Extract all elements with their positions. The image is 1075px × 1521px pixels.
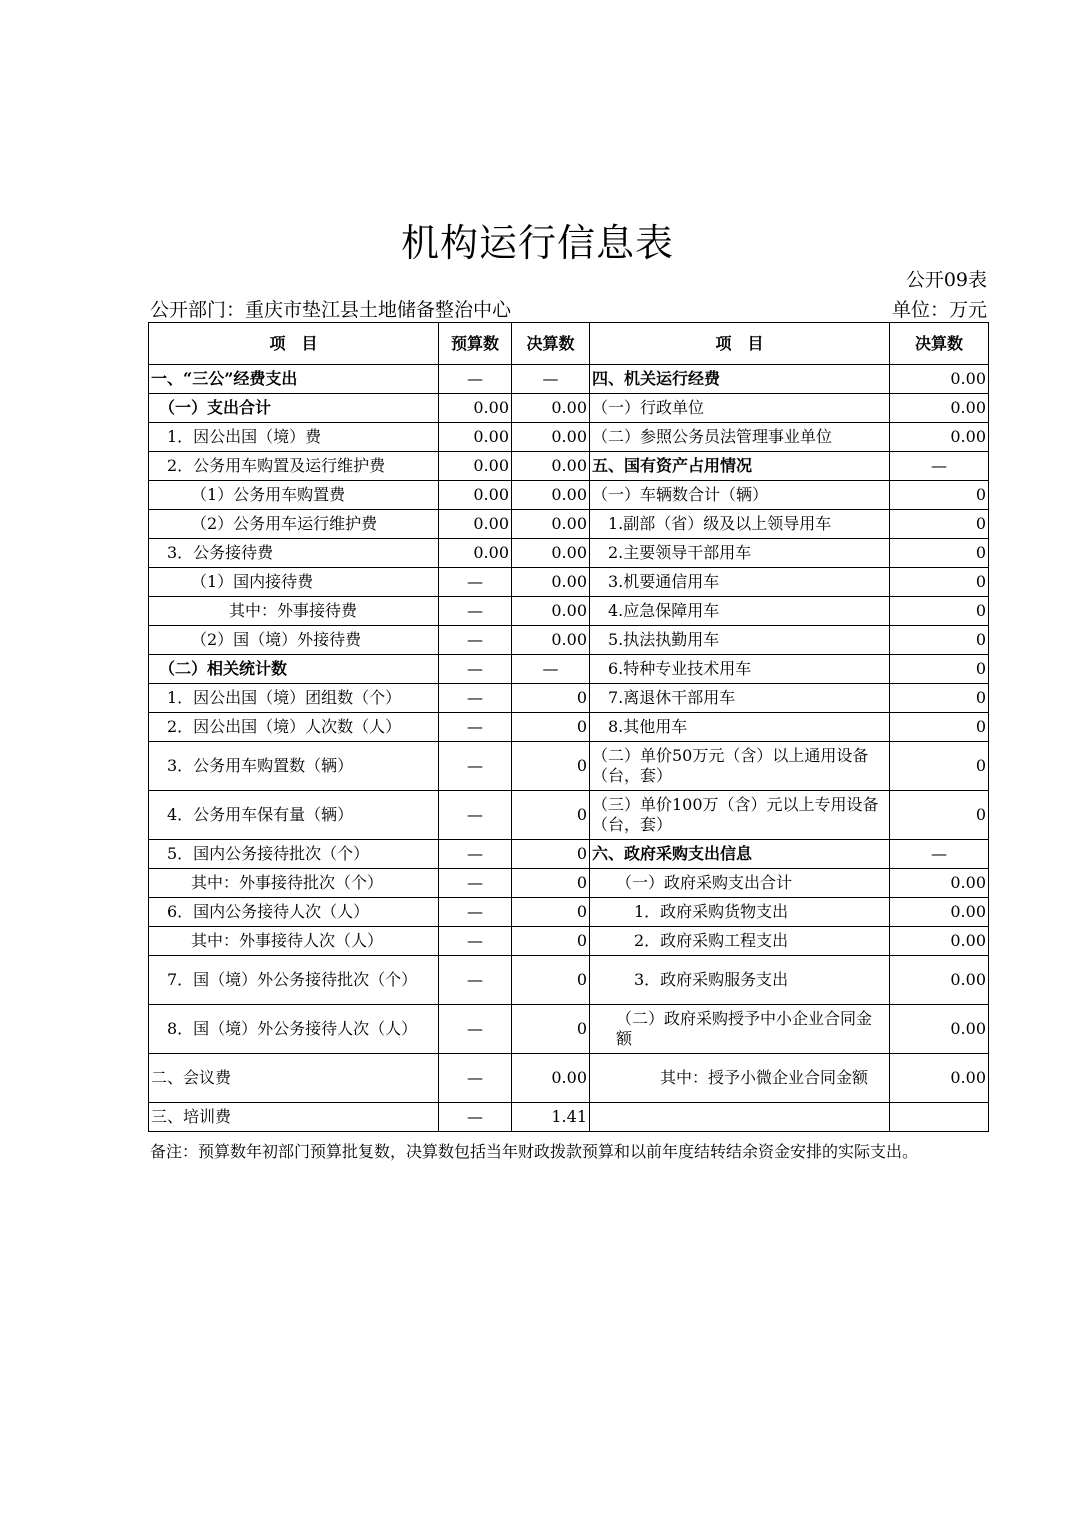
right-item: 7.离退休干部用车 <box>590 684 890 713</box>
left-item: 二、会议费 <box>149 1054 439 1103</box>
table-row <box>149 713 989 742</box>
right-item: 2．政府采购工程支出 <box>590 927 890 956</box>
final-value: — <box>512 365 590 394</box>
budget-value: — <box>439 742 512 791</box>
right-item: 1.副部（省）级及以上领导用车 <box>590 510 890 539</box>
final-value: 0 <box>512 791 590 840</box>
budget-value: — <box>439 365 512 394</box>
budget-value: 0.00 <box>439 539 512 568</box>
budget-value: — <box>439 898 512 927</box>
final-value: 0 <box>512 927 590 956</box>
final-value: 0.00 <box>512 423 590 452</box>
budget-value: 0.00 <box>439 481 512 510</box>
table-row <box>149 898 989 927</box>
right-value: 0.00 <box>890 1054 989 1103</box>
right-item: 其中：授予小微企业合同金额 <box>590 1054 890 1103</box>
right-item: 5.执法执勤用车 <box>590 626 890 655</box>
left-item: 一、“三公”经费支出 <box>149 365 439 394</box>
right-value: 0 <box>890 539 989 568</box>
final-value: 0 <box>512 742 590 791</box>
table-row <box>149 452 989 481</box>
right-item: 4.应急保障用车 <box>590 597 890 626</box>
right-item: 六、政府采购支出信息 <box>590 840 890 869</box>
department-label: 公开部门：重庆市垫江县土地储备整治中心 <box>150 299 512 321</box>
right-value: 0 <box>890 597 989 626</box>
right-value: 0.00 <box>890 927 989 956</box>
left-item: （1）国内接待费 <box>149 568 439 597</box>
budget-value: 0.00 <box>439 452 512 481</box>
final-value: 0 <box>512 869 590 898</box>
budget-value: — <box>439 713 512 742</box>
left-item: （2）国（境）外接待费 <box>149 626 439 655</box>
right-value: 0 <box>890 713 989 742</box>
right-value <box>890 1103 989 1132</box>
right-value: 0 <box>890 510 989 539</box>
left-item: （一）支出合计 <box>149 394 439 423</box>
final-value: 0.00 <box>512 481 590 510</box>
left-item: 三、培训费 <box>149 1103 439 1132</box>
left-item: 1．因公出国（境）团组数（个） <box>149 684 439 713</box>
table-row <box>149 510 989 539</box>
budget-value: 0.00 <box>439 394 512 423</box>
header-right-final: 决算数 <box>890 323 989 365</box>
budget-value: — <box>439 655 512 684</box>
right-value: 0 <box>890 655 989 684</box>
right-value: 0 <box>890 626 989 655</box>
table-row <box>149 1103 989 1132</box>
right-value: 0.00 <box>890 869 989 898</box>
final-value: 0 <box>512 898 590 927</box>
final-value: 0 <box>512 684 590 713</box>
table-row <box>149 840 989 869</box>
budget-value: — <box>439 927 512 956</box>
right-item: 四、机关运行经费 <box>590 365 890 394</box>
right-item: 3.机要通信用车 <box>590 568 890 597</box>
final-value: 0 <box>512 1005 590 1054</box>
left-item: 6．国内公务接待人次（人） <box>149 898 439 927</box>
table-row <box>149 791 989 840</box>
final-value: 0.00 <box>512 597 590 626</box>
budget-value: 0.00 <box>439 510 512 539</box>
right-value: 0 <box>890 568 989 597</box>
budget-value: — <box>439 568 512 597</box>
table-header-row <box>149 323 989 365</box>
final-value: 0.00 <box>512 626 590 655</box>
right-item <box>590 1103 890 1132</box>
table-row <box>149 869 989 898</box>
final-value: 1.41 <box>512 1103 590 1132</box>
table-row <box>149 568 989 597</box>
right-item: 8.其他用车 <box>590 713 890 742</box>
budget-value: — <box>439 1054 512 1103</box>
final-value: — <box>512 655 590 684</box>
final-value: 0.00 <box>512 568 590 597</box>
table-row <box>149 423 989 452</box>
final-value: 0.00 <box>512 452 590 481</box>
right-item: 五、国有资产占用情况 <box>590 452 890 481</box>
left-item: 2．公务用车购置及运行维护费 <box>149 452 439 481</box>
right-value: — <box>890 452 989 481</box>
budget-value: — <box>439 840 512 869</box>
right-item: （二）参照公务员法管理事业单位 <box>590 423 890 452</box>
table-row <box>149 394 989 423</box>
right-item: （一）车辆数合计（辆） <box>590 481 890 510</box>
table-row <box>149 626 989 655</box>
right-item: （二）政府采购授予中小企业合同金额 <box>590 1005 890 1054</box>
page-title: 机构运行信息表 <box>400 221 674 265</box>
header-left-item: 项 目 <box>149 323 439 365</box>
right-item: （一）行政单位 <box>590 394 890 423</box>
table-row <box>149 539 989 568</box>
right-item: 2.主要领导干部用车 <box>590 539 890 568</box>
right-value: 0 <box>890 684 989 713</box>
left-item: （二）相关统计数 <box>149 655 439 684</box>
budget-value: — <box>439 1005 512 1054</box>
budget-value: — <box>439 791 512 840</box>
final-value: 0.00 <box>512 510 590 539</box>
right-value: 0.00 <box>890 394 989 423</box>
budget-value: — <box>439 684 512 713</box>
right-item: （三）单价100万（含）元以上专用设备（台，套） <box>590 791 890 840</box>
left-item: 4．公务用车保有量（辆） <box>149 791 439 840</box>
left-item: 2．因公出国（境）人次数（人） <box>149 713 439 742</box>
header-budget: 预算数 <box>439 323 512 365</box>
final-value: 0 <box>512 840 590 869</box>
right-value: 0.00 <box>890 1005 989 1054</box>
header-final: 决算数 <box>512 323 590 365</box>
left-item: 3．公务用车购置数（辆） <box>149 742 439 791</box>
final-value: 0 <box>512 956 590 1005</box>
left-item: 7．国（境）外公务接待批次（个） <box>149 956 439 1005</box>
right-value: 0 <box>890 742 989 791</box>
left-item: 其中：外事接待费 <box>149 597 439 626</box>
final-value: 0.00 <box>512 394 590 423</box>
table-row <box>149 365 989 394</box>
table-row <box>149 597 989 626</box>
table-note: 备注：预算数年初部门预算批复数，决算数包括当年财政拨款预算和以前年度结转结余资金安排的实际支出。 <box>150 1142 919 1161</box>
left-item: 8．国（境）外公务接待人次（人） <box>149 1005 439 1054</box>
left-item: （2）公务用车运行维护费 <box>149 510 439 539</box>
left-item: 3．公务接待费 <box>149 539 439 568</box>
right-item: 1．政府采购货物支出 <box>590 898 890 927</box>
final-value: 0.00 <box>512 539 590 568</box>
table-row <box>149 927 989 956</box>
budget-value: — <box>439 597 512 626</box>
right-value: 0.00 <box>890 423 989 452</box>
right-item: （二）单价50万元（含）以上通用设备（台，套） <box>590 742 890 791</box>
table-row <box>149 655 989 684</box>
budget-value: — <box>439 869 512 898</box>
right-item: 6.特种专业技术用车 <box>590 655 890 684</box>
right-item: 3．政府采购服务支出 <box>590 956 890 1005</box>
budget-value: — <box>439 1103 512 1132</box>
unit-label: 单位：万元 <box>891 299 987 321</box>
table-row <box>149 481 989 510</box>
budget-value: 0.00 <box>439 423 512 452</box>
left-item: 1．因公出国（境）费 <box>149 423 439 452</box>
final-value: 0.00 <box>512 1054 590 1103</box>
final-value: 0 <box>512 713 590 742</box>
right-value: 0.00 <box>890 956 989 1005</box>
right-value: 0.00 <box>890 365 989 394</box>
right-value: — <box>890 840 989 869</box>
right-value: 0 <box>890 791 989 840</box>
left-item: 其中：外事接待人次（人） <box>149 927 439 956</box>
left-item: （1）公务用车购置费 <box>149 481 439 510</box>
right-item: （一）政府采购支出合计 <box>590 869 890 898</box>
table-row <box>149 1005 989 1054</box>
table-row <box>149 1054 989 1103</box>
budget-value: — <box>439 626 512 655</box>
form-number: 公开09表 <box>905 269 987 291</box>
left-item: 5．国内公务接待批次（个） <box>149 840 439 869</box>
table-row <box>149 956 989 1005</box>
right-value: 0 <box>890 481 989 510</box>
budget-value: — <box>439 956 512 1005</box>
left-item: 其中：外事接待批次（个） <box>149 869 439 898</box>
table-row <box>149 742 989 791</box>
right-value: 0.00 <box>890 898 989 927</box>
header-right-item: 项 目 <box>590 323 890 365</box>
table-row <box>149 684 989 713</box>
info-table <box>148 322 989 1132</box>
